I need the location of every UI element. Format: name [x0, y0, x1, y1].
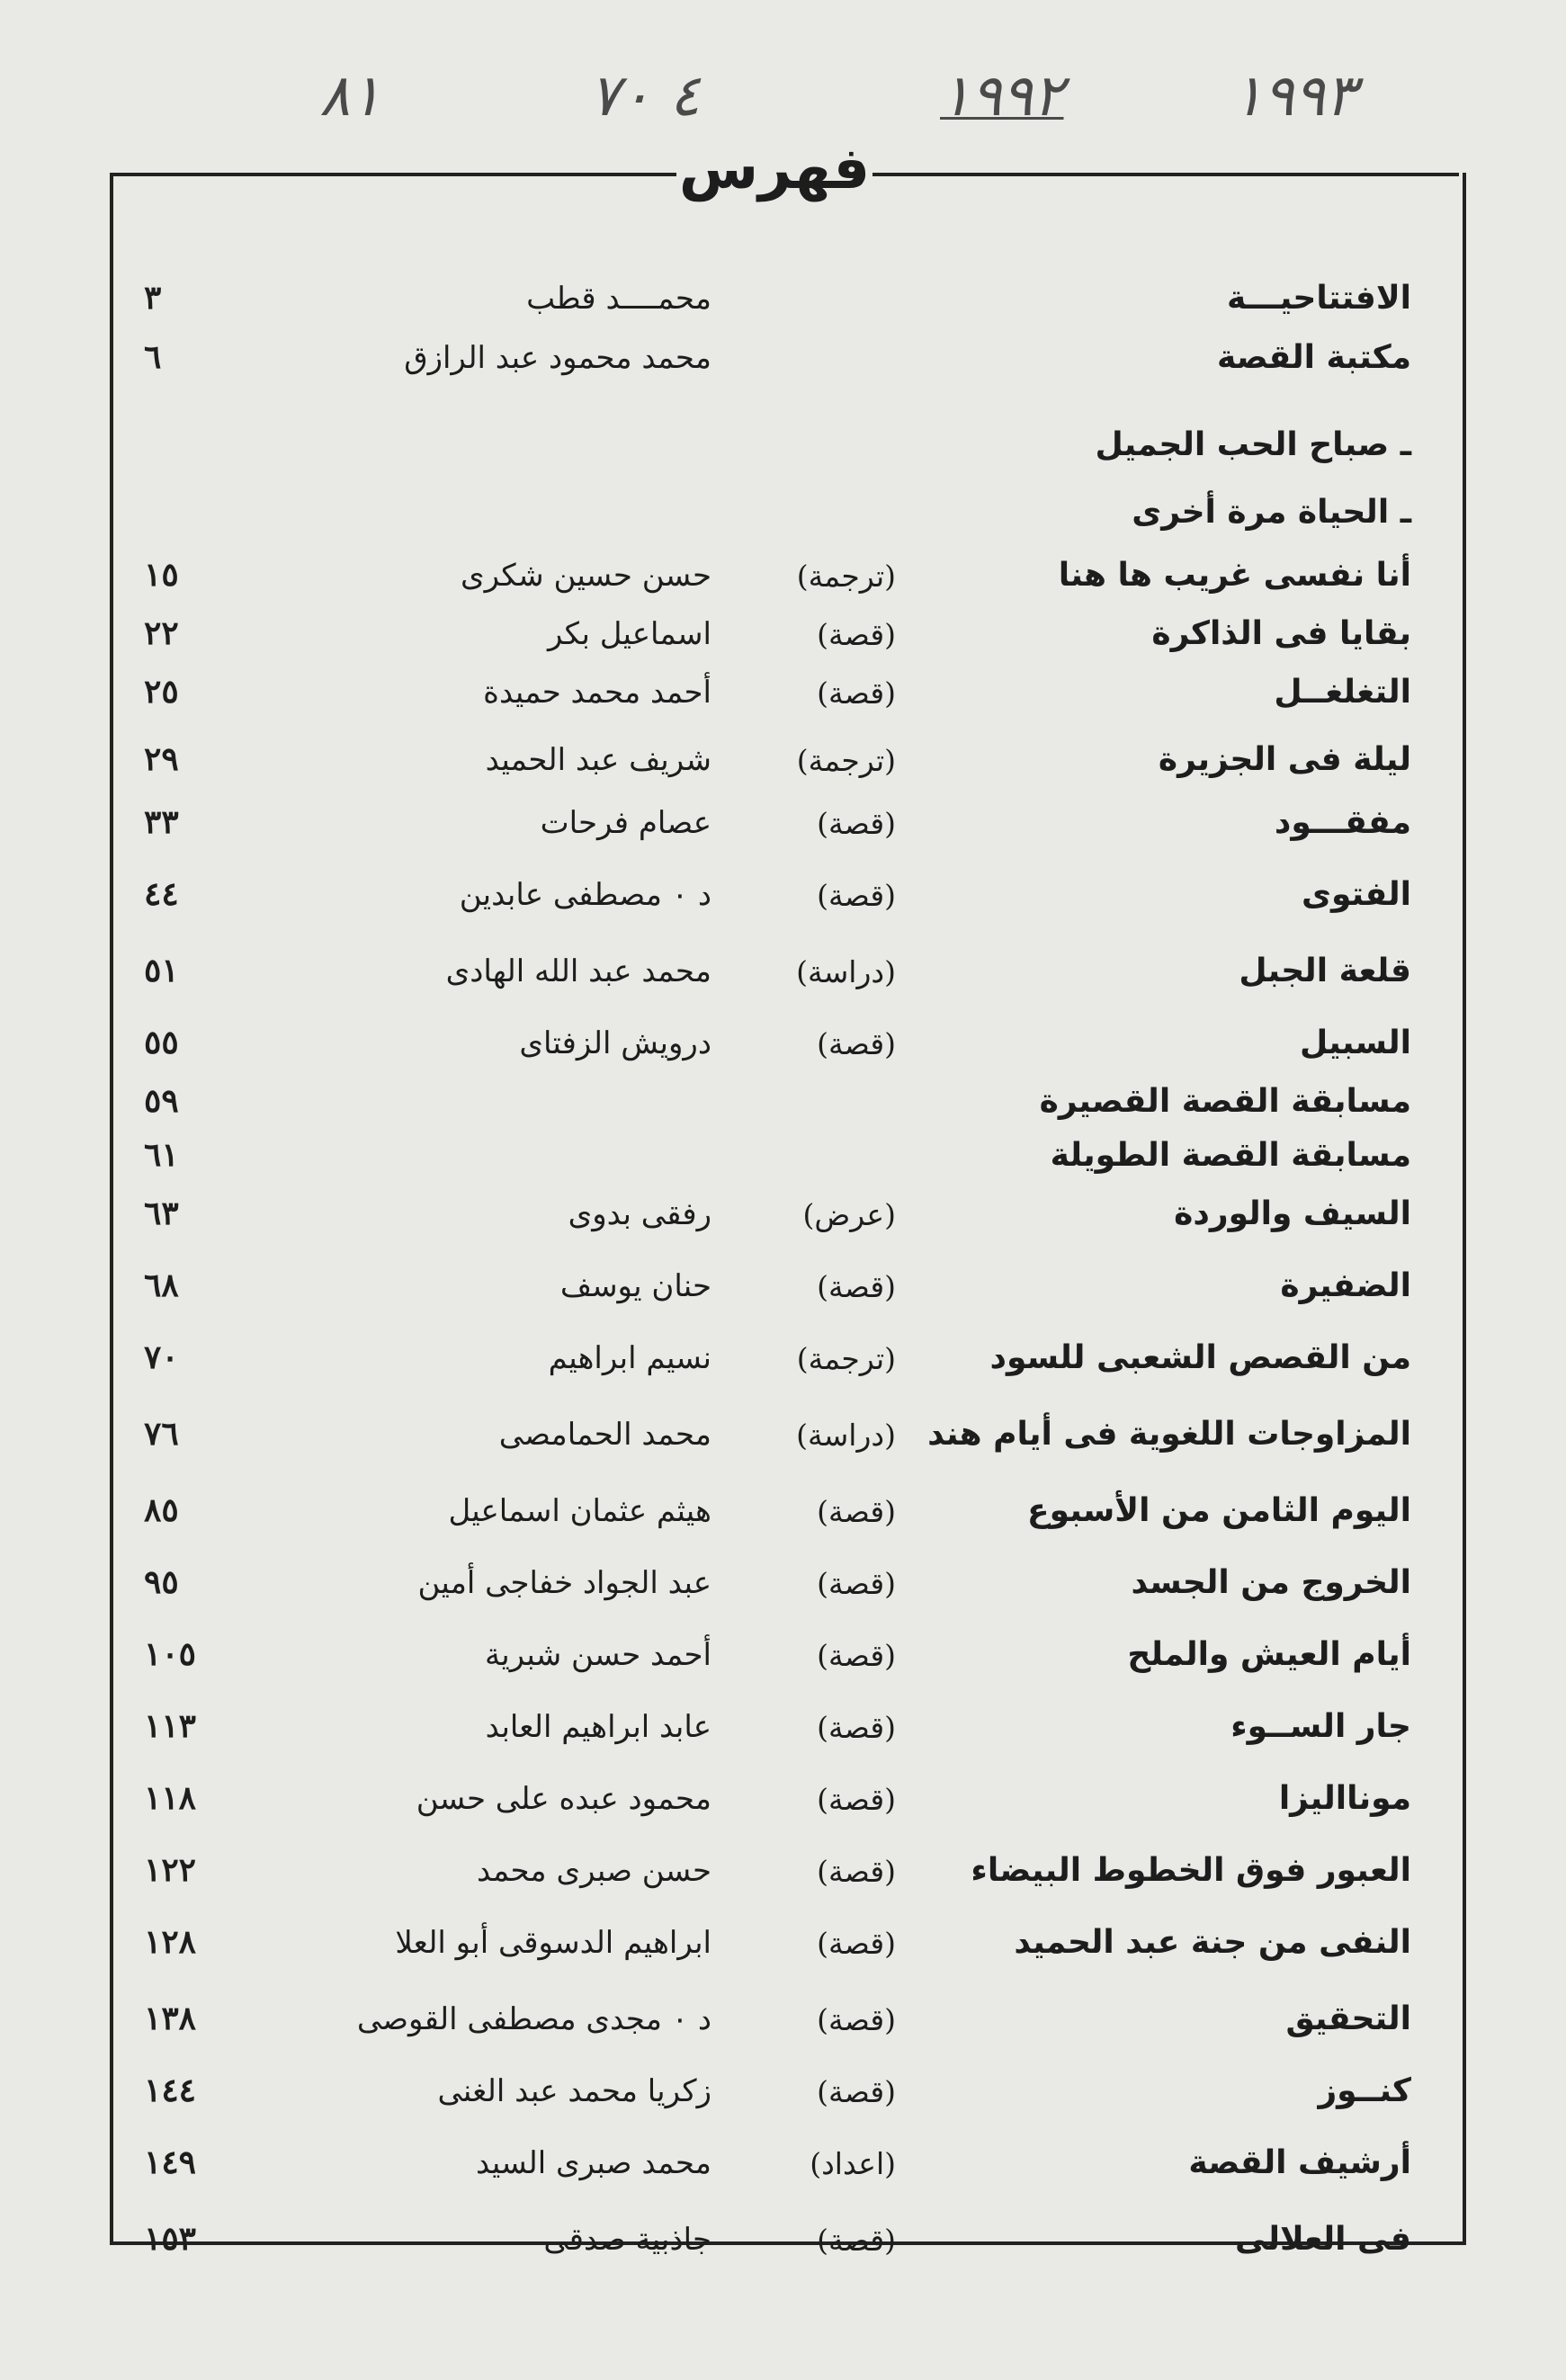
entry-genre: (قصة)	[817, 1269, 896, 1304]
entry-page: ٩٥	[144, 1563, 179, 1601]
entry-author: عصام فرحات	[540, 805, 711, 841]
toc-row	[0, 926, 1566, 989]
entry-title: ـ الحياة مرة أخرى	[1132, 494, 1411, 531]
entry-title: العبور فوق الخطوط البيضاء	[971, 1852, 1411, 1889]
toc-row	[0, 1466, 1566, 1529]
entry-title: بقايا فى الذاكرة	[1151, 615, 1411, 652]
entry-title: اليوم الثامن من الأسبوع	[1027, 1492, 1411, 1529]
toc-row	[0, 1111, 1566, 1174]
entry-title: ليلة فى الجزيرة	[1158, 741, 1411, 778]
toc-row	[0, 589, 1566, 652]
entry-genre: (ترجمة)	[796, 743, 896, 778]
toc-row	[0, 1241, 1566, 1304]
entry-page: ٢٢	[144, 614, 179, 652]
toc-row	[0, 998, 1566, 1061]
entry-title: جار الســوء	[1230, 1708, 1411, 1745]
handwritten-note-4: ١٩٩٣	[1232, 63, 1356, 130]
entry-page: ٥١	[144, 952, 179, 989]
toc-row	[0, 2118, 1566, 2181]
entry-page: ٧٦	[144, 1415, 179, 1453]
entry-genre: (قصة)	[817, 617, 896, 652]
entry-author: د ٠ مصطفى عابدين	[459, 877, 711, 913]
entry-page: ٨٥	[144, 1491, 179, 1529]
toc-row	[0, 1682, 1566, 1745]
entry-author: محمود عبده على حسن	[416, 1781, 711, 1817]
entry-title: أيام العيش والملح	[1127, 1636, 1411, 1673]
entry-page: ٦١	[144, 1136, 179, 1174]
entry-title: من القصص الشعبى للسود	[989, 1339, 1411, 1376]
toc-row	[0, 1610, 1566, 1673]
toc-row	[0, 2046, 1566, 2109]
entry-title: مسابقة القصة القصيرة	[1039, 1083, 1411, 1120]
entry-page: ١٤٩	[144, 2143, 197, 2181]
entry-title: مسابقة القصة الطويلة	[1050, 1137, 1411, 1174]
entry-genre: (قصة)	[817, 676, 896, 711]
entry-page: ٣	[144, 279, 162, 317]
toc-row	[0, 254, 1566, 317]
entry-genre: (قصة)	[817, 2074, 896, 2109]
entry-page: ١٥٣	[144, 2220, 197, 2258]
entry-genre: (ترجمة)	[796, 559, 896, 594]
toc-row	[0, 1754, 1566, 1817]
entry-author: محمد الحمامصى	[498, 1417, 711, 1453]
entry-title: ـ صباح الحب الجميل	[1095, 426, 1411, 463]
entry-page: ٥٥	[144, 1024, 179, 1061]
entry-genre: (قصة)	[817, 1494, 896, 1529]
entry-title: مونااليزا	[1278, 1780, 1411, 1817]
toc-row	[0, 313, 1566, 376]
toc-row	[0, 1390, 1566, 1453]
entry-page: ٦٨	[144, 1266, 179, 1304]
entry-genre: (اعداد)	[810, 2146, 896, 2181]
entry-author: جاذبية صدقى	[543, 2222, 711, 2258]
entry-genre: (قصة)	[817, 1854, 896, 1889]
entry-page: ٦	[144, 338, 162, 376]
page-title: فهرس	[678, 136, 871, 202]
entry-genre: (قصة)	[817, 1782, 896, 1817]
entry-author: محمــــد قطب	[526, 281, 711, 317]
entry-author: محمد صبرى السيد	[475, 2145, 711, 2181]
entry-author: أحمد حسن شبرية	[484, 1637, 711, 1673]
entry-genre: (قصة)	[817, 878, 896, 913]
entry-page: ١٣٨	[144, 2000, 197, 2037]
entry-page: ١٢٢	[144, 1851, 197, 1889]
entry-page: ٤٤	[144, 875, 179, 913]
toc-row	[0, 468, 1566, 531]
entry-genre: (قصة)	[817, 1926, 896, 1961]
toc-row	[0, 850, 1566, 913]
entry-genre: (دراسة)	[796, 1418, 896, 1453]
entry-genre: (قصة)	[817, 806, 896, 841]
entry-title: السيف والوردة	[1174, 1195, 1411, 1232]
entry-page: ١٥	[144, 556, 179, 594]
toc-row	[0, 1169, 1566, 1232]
toc-row	[0, 1898, 1566, 1961]
entry-author: درويش الزفتاى	[519, 1025, 711, 1061]
entry-page: ١٠٥	[144, 1635, 197, 1673]
entry-author: ابراهيم الدسوقى أبو العلا	[395, 1925, 711, 1961]
entry-author: د ٠ مجدى مصطفى القوصى	[356, 2001, 711, 2037]
entry-page: ٥٩	[144, 1082, 179, 1120]
entry-genre: (قصة)	[817, 1026, 896, 1061]
entry-title: فى العلالى	[1235, 2221, 1411, 2258]
entry-title: قلعة الجبل	[1239, 953, 1411, 989]
entry-page: ٧٠	[144, 1338, 179, 1376]
toc-row	[0, 778, 1566, 841]
entry-title: الضفيرة	[1280, 1267, 1411, 1304]
toc-row	[0, 1826, 1566, 1889]
entry-author: عبد الجواد خفاجى أمين	[417, 1565, 711, 1601]
entry-title: النفى من جنة عبد الحميد	[1014, 1924, 1411, 1961]
entry-title: مكتبة القصة	[1216, 339, 1411, 376]
entry-author: هيثم عثمان اسماعيل	[448, 1493, 711, 1529]
entry-title: أنا نفسى غريب ها هنا	[1058, 557, 1411, 594]
entry-title: المزاوجات اللغوية فى أيام هند	[927, 1416, 1411, 1453]
entry-genre: (ترجمة)	[796, 1341, 896, 1376]
frame-top-right-rule	[872, 173, 1459, 176]
entry-title: التحقيق	[1285, 2000, 1411, 2037]
toc-row	[0, 1313, 1566, 1376]
entry-author: زكريا محمد عبد الغنى	[437, 2073, 711, 2109]
entry-genre: (دراسة)	[796, 954, 896, 989]
entry-genre: (قصة)	[817, 1566, 896, 1601]
handwritten-note-2: ٤ ٧٠	[589, 63, 701, 130]
toc-row	[0, 531, 1566, 594]
entry-genre: (قصة)	[817, 1710, 896, 1745]
entry-author: رفقى بدوى	[568, 1196, 711, 1232]
frame-top-left-rule	[110, 173, 676, 176]
entry-author: حسن صبرى محمد	[476, 1853, 711, 1889]
entry-author: أحمد محمد حميدة	[483, 675, 711, 711]
toc-row	[0, 2195, 1566, 2258]
toc-row	[0, 1974, 1566, 2037]
toc-row	[0, 715, 1566, 778]
entry-page: ١٢٨	[144, 1923, 197, 1961]
handwritten-note-1: ٨١	[319, 63, 381, 130]
entry-author: عابد ابراهيم العابد	[485, 1709, 711, 1745]
entry-page: ٦٣	[144, 1194, 179, 1232]
handwritten-note-3: ١٩٩٢	[940, 63, 1064, 130]
entry-title: السبيل	[1299, 1024, 1411, 1061]
entry-author: نسيم ابراهيم	[548, 1340, 711, 1376]
toc-row	[0, 400, 1566, 463]
entry-genre: (قصة)	[817, 1638, 896, 1673]
toc-row	[0, 1538, 1566, 1601]
entry-title: الافتتاحيـــة	[1226, 280, 1411, 317]
entry-author: محمد عبد الله الهادى	[445, 953, 711, 989]
entry-author: حسن حسين شكرى	[461, 558, 711, 594]
entry-page: ٢٩	[144, 740, 179, 778]
entry-page: ١١٨	[144, 1779, 197, 1817]
entry-page: ٢٥	[144, 673, 179, 711]
toc-row	[0, 648, 1566, 711]
entry-genre: (قصة)	[817, 2223, 896, 2258]
entry-genre: (قصة)	[817, 2002, 896, 2037]
entry-author: اسماعيل بكر	[547, 616, 711, 652]
entry-title: التغلغــل	[1274, 674, 1411, 711]
entry-title: الفتوى	[1301, 876, 1411, 913]
entry-title: مفقـــود	[1274, 804, 1411, 841]
entry-title: الخروج من الجسد	[1131, 1564, 1411, 1601]
entry-title: كنــوز	[1318, 2072, 1411, 2109]
entry-page: ١٤٤	[144, 2071, 197, 2109]
entry-page: ١١٣	[144, 1707, 197, 1745]
entry-genre: (عرض)	[802, 1197, 896, 1232]
entry-page: ٣٣	[144, 803, 179, 841]
entry-author: محمد محمود عبد الرازق	[404, 340, 711, 376]
entry-author: شريف عبد الحميد	[485, 742, 711, 778]
entry-title: أرشيف القصة	[1188, 2144, 1411, 2181]
entry-author: حنان يوسف	[559, 1268, 711, 1304]
